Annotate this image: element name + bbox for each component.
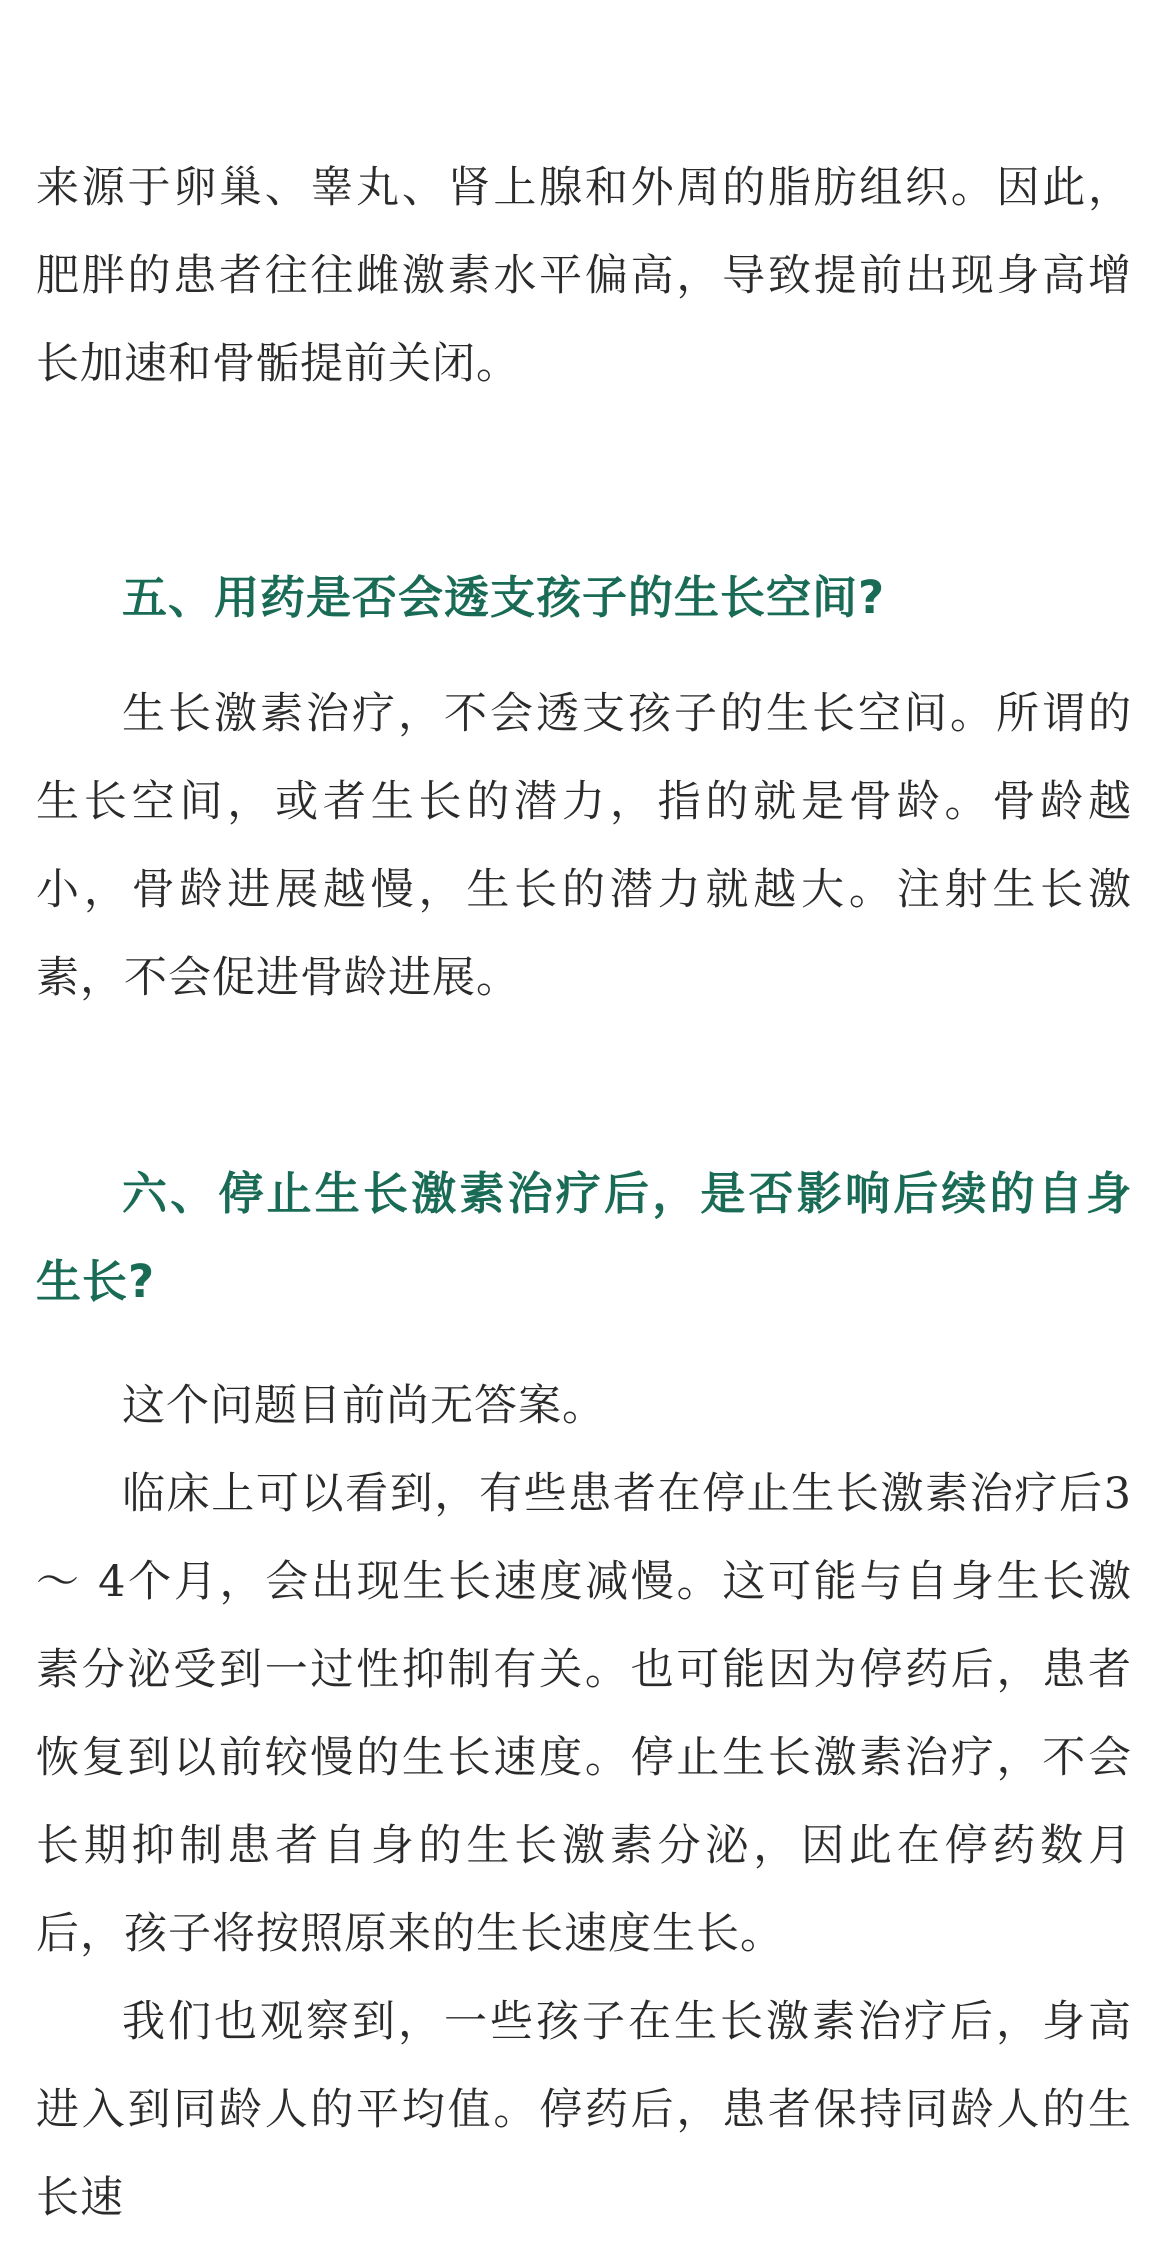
- section-6-paragraph-1: 这个问题目前尚无答案。: [122, 1381, 606, 1431]
- section-6-heading: 六、停止生长激素治疗后，是否影响后续的自身生长?: [36, 1167, 1132, 1308]
- section-5-paragraph: 生长激素治疗，不会透支孩子的生长空间。所谓的生长空间，或者生长的潜力，指的就是骨龄。骨龄越小，骨龄进展越慢，生长的潜力就越大。注射生长激素，不会促进骨龄进展。: [36, 689, 1132, 1003]
- section-6-paragraph-3: 我们也观察到，一些孩子在生长激素治疗后，身高进入到同龄人的平均值。停药后，患者保持同龄人的生长速: [36, 1997, 1132, 2223]
- intro-paragraph: 来源于卵巢、睾丸、肾上腺和外周的脂肪组织。因此，肥胖的患者往往雌激素水平偏高，导致提前出现身高增长加速和骨骺提前关闭。: [36, 163, 1132, 389]
- section-6-paragraph-2: 临床上可以看到，有些患者在停止生长激素治疗后3 ～ 4个月，会出现生长速度减慢。这可能与自身生长激素分泌受到一过性抑制有关。也可能因为停药后，患者恢复到以前较慢的生长速度。停止生长激素治疗，不会长期抑制患者自身的生长激素分泌，因此在停药数月后，孩子将按照原来的生长速度生长。: [36, 1469, 1132, 1959]
- section-5-heading: 五、用药是否会透支孩子的生长空间?: [122, 571, 886, 624]
